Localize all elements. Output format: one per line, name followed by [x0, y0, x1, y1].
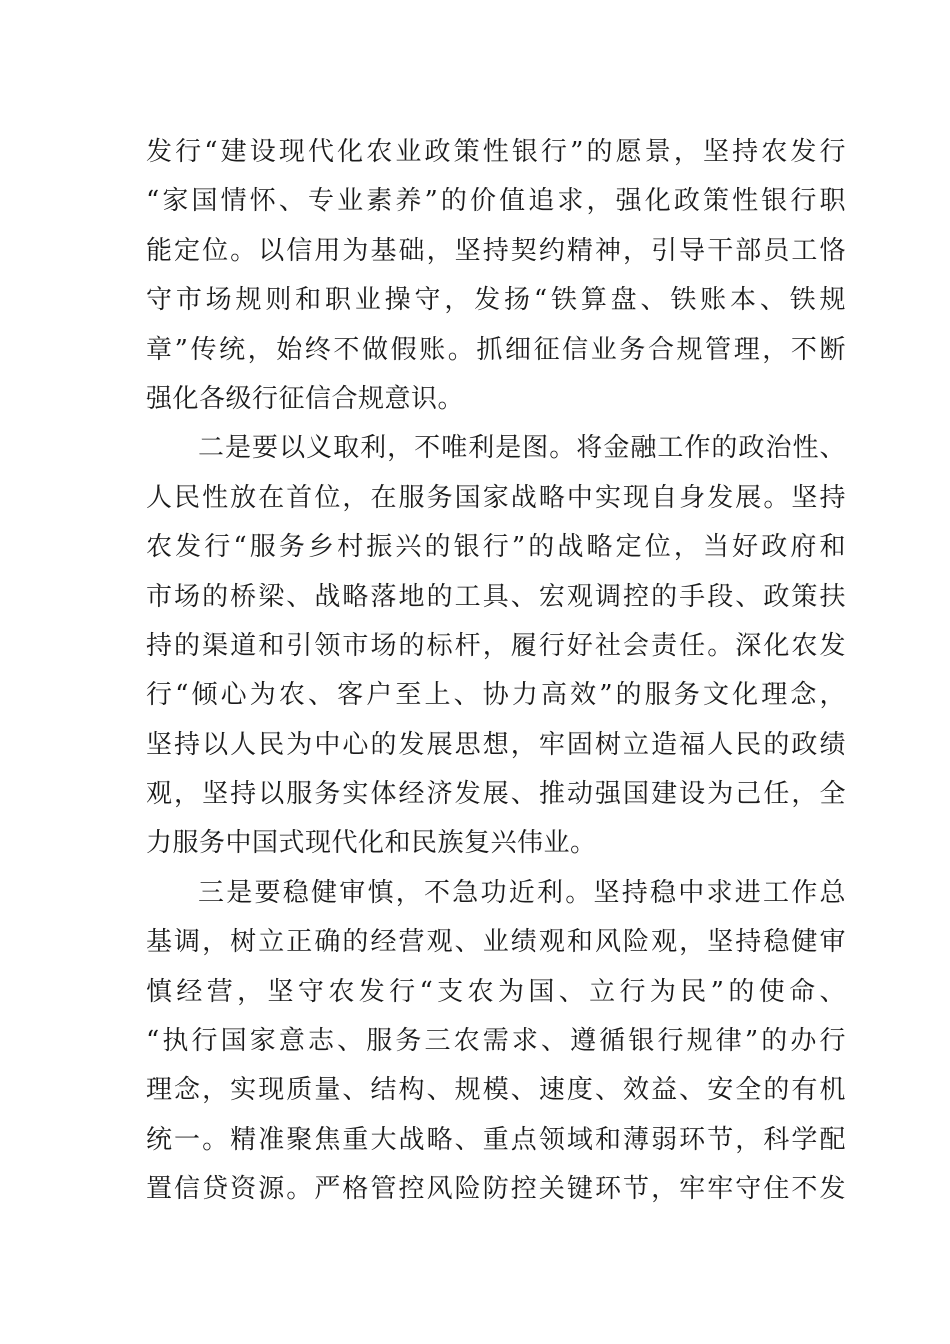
text-line: 统一。精准聚焦重大战略、重点领域和薄弱环节，科学配 [146, 1124, 846, 1155]
text-line: 基调，树立正确的经营观、业绩观和风险观，坚持稳健审 [146, 927, 846, 958]
text-line: 置信贷资源。严格管控风险防控关键环节，牢牢守住不发 [146, 1174, 846, 1205]
text-line: 强化各级行征信合规意识。 [146, 383, 465, 414]
text-line: 市场的桥梁、战略落地的工具、宏观调控的手段、政策扶 [146, 581, 846, 612]
text-line: 发行“建设现代化农业政策性银行”的愿景，坚持农发行 [146, 137, 846, 167]
text-line: 能定位。以信用为基础，坚持契约精神，引导干部员工恪 [146, 235, 846, 266]
text-line: 坚持以人民为中心的发展思想，牢固树立造福人民的政绩 [146, 729, 846, 760]
text-line: 理念，实现质量、结构、规模、速度、效益、安全的有机 [146, 1075, 846, 1106]
text-line: 人民性放在首位，在服务国家战略中实现自身发展。坚持 [146, 482, 846, 513]
text-line: 力服务中国式现代化和民族复兴伟业。 [146, 828, 597, 859]
text-line: “执行国家意志、服务三农需求、遵循银行规律”的办行 [146, 1026, 846, 1057]
text-line: “家国情怀、专业素养”的价值追求，强化政策性银行职 [146, 186, 846, 217]
text-line: 农发行“服务乡村振兴的银行”的战略定位，当好政府和 [146, 532, 846, 563]
text-line: 慎经营，坚守农发行“支农为国、立行为民”的使命、 [146, 976, 846, 1007]
text-line: 章”传统，始终不做假账。抓细征信业务合规管理，不断 [146, 334, 846, 365]
text-line: 行“倾心为农、客户至上、协力高效”的服务文化理念， [146, 680, 846, 711]
text-line: 持的渠道和引领市场的标杆，履行好社会责任。深化农发 [146, 630, 846, 661]
paragraph-start-line: 三是要稳健审慎，不急功近利。坚持稳中求进工作总 [198, 877, 846, 908]
text-line: 守市场规则和职业操守，发扬“铁算盘、铁账本、铁规 [146, 285, 846, 316]
paragraph-start-line: 二是要以义取利，不唯利是图。将金融工作的政治性、 [198, 433, 846, 464]
body-text [146, 128, 846, 1215]
text-line: 观，坚持以服务实体经济发展、推动强国建设为己任，全 [146, 779, 846, 810]
